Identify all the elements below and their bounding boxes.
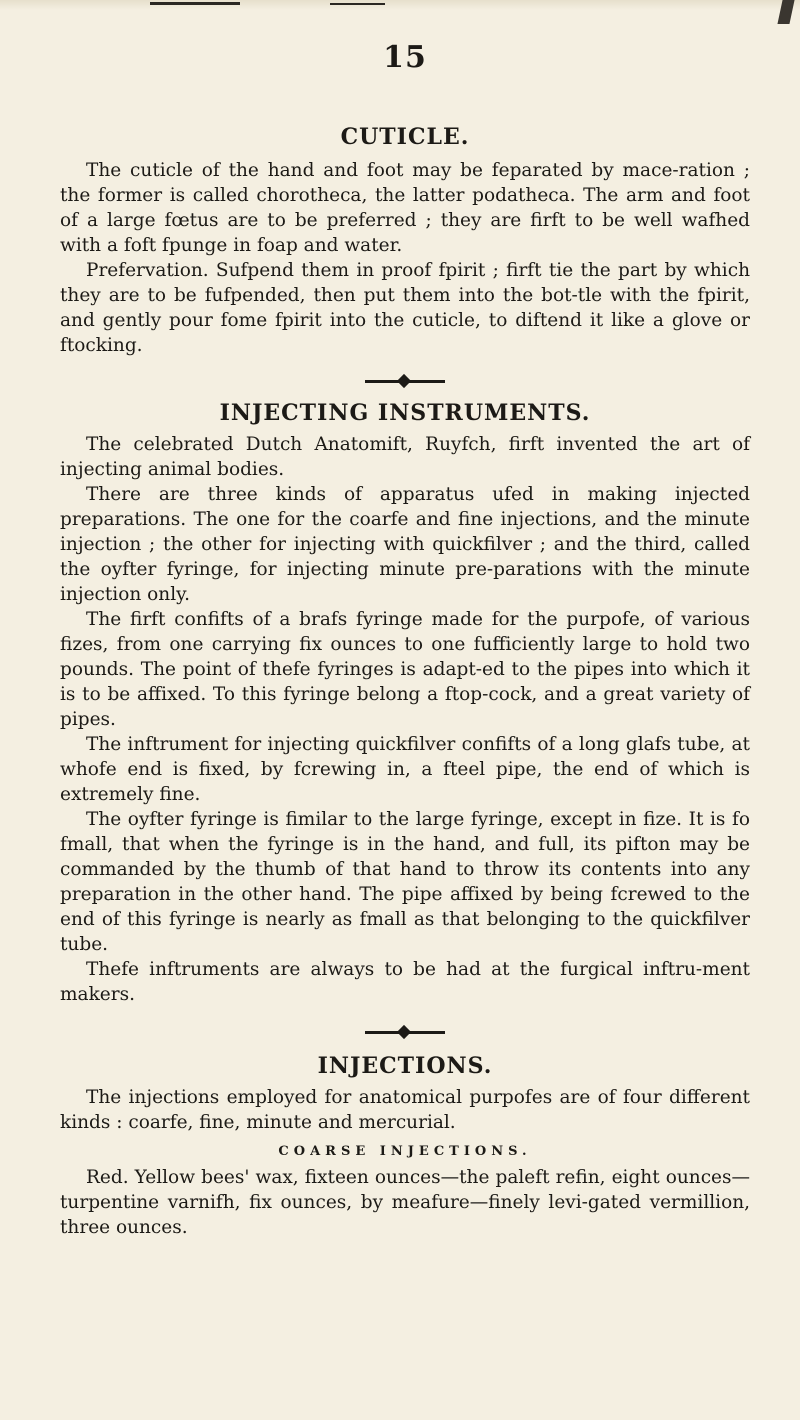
section-heading-injections: INJECTIONS. [317, 1053, 493, 1079]
scan-artifact-rule [330, 3, 385, 5]
section-divider [365, 372, 445, 390]
paragraph: The celebrated Dutch Anatomift, Ruyfch, firft invented the art of injecting animal bodies. [60, 434, 750, 480]
paragraph: The firft confifts of a brafs fyringe made for the purpofe, of various fizes, from one carrying fix ounces to one fufficiently large to hold two pounds. The point of thefe fyringes is adapt-ed to the pipes into which it is to be affixed. To this fyringe belong a ftop-cock, and a great variety of pipes. [60, 609, 750, 730]
paragraph: The injections employed for anatomical purpofes are of four different kinds : coarfe, fine, minute and mercurial. [60, 1087, 750, 1133]
scan-artifact-rule [150, 2, 240, 5]
section-heading-cuticle: CUTICLE. [340, 124, 470, 150]
paragraph: The cuticle of the hand and foot may be feparated by mace-ration ; the former is called chorotheca, the latter podatheca. The arm and foot of a large fœtus are to be preferred ; they are firft to be well wafhed with a foft fpunge in foap and water. [60, 160, 750, 256]
paragraph: Prefervation. Sufpend them in proof fpirit ; firft tie the part by which they are to be fufpended, then put them into the bot-tle with the fpirit, and gently pour fome fpirit into the cuticle, to diftend it like a glove or ftocking. [60, 260, 750, 356]
section-divider [365, 1023, 445, 1041]
paragraph: The inftrument for injecting quickfilver confifts of a long glafs tube, at whofe end is fixed, by fcrewing in, a fteel pipe, the end of which is extremely fine. [60, 734, 750, 805]
paragraph: There are three kinds of apparatus ufed in making injected preparations. The one for the coarfe and fine injections, and the minute injection ; the other for injecting with quickfilver ; and the third, called the oyfter fyringe, for injecting minute pre-parations with the minute injection only. [60, 484, 750, 605]
paragraph: Red. Yellow bees' wax, fixteen ounces—the paleft refin, eight ounces—turpentine varnifh, fix ounces, by meafure—finely levi-gated vermillion, three ounces. [60, 1167, 750, 1238]
book-page [60, 20, 750, 1240]
scan-edge [0, 0, 800, 10]
paragraph: The oyfter fyringe is fimilar to the large fyringe, except in fize. It is fo fmall, that when the fyringe is in the hand, and full, its pifton may be commanded by the thumb of that hand to throw its contents into any preparation in the other hand. The pipe affixed by being fcrewed to the end of this fyringe is nearly as fmall as that belonging to the quickfilver tube. [60, 809, 750, 955]
paragraph: Thefe inftruments are always to be had at the furgical inftru-ment makers. [60, 959, 750, 1005]
subheading-coarse-injections: COARSE INJECTIONS. [278, 1144, 532, 1159]
section-heading-injecting-instruments: INJECTING INSTRUMENTS. [219, 400, 591, 426]
page-number: 15 [383, 40, 427, 75]
